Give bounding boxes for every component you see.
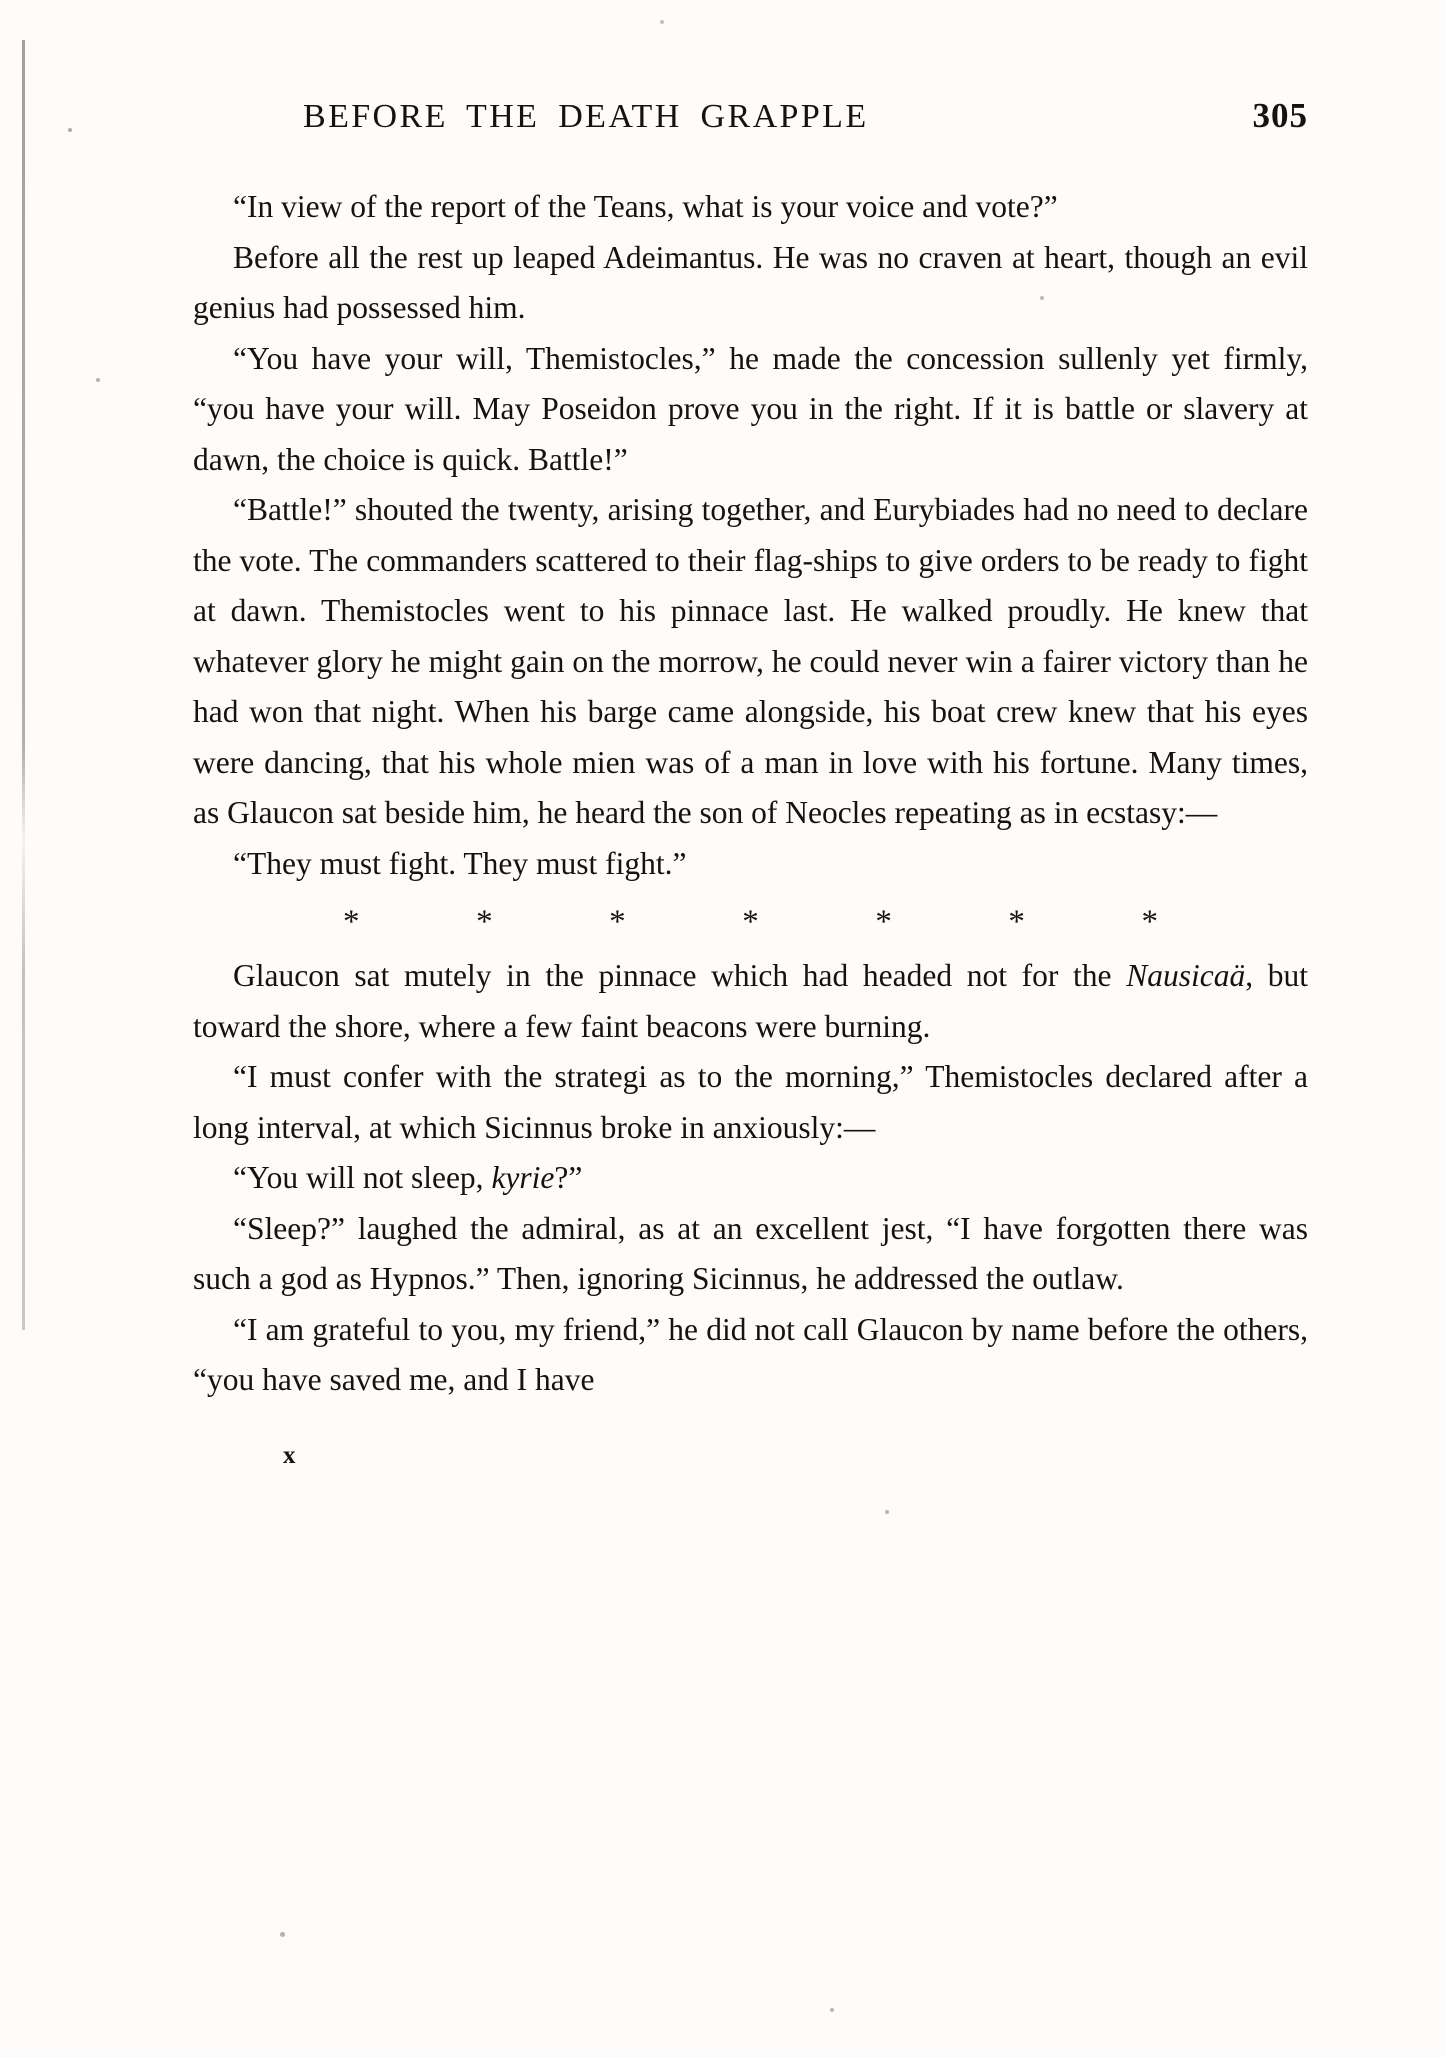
scan-speck: [660, 20, 664, 24]
body-paragraph: “In view of the report of the Teans, what is your voice and vote?”: [233, 189, 1058, 224]
body-paragraph: [193, 1153, 1308, 1204]
body-paragraph: “I must confer with the strategi as to the morning,” Themistocles declared after a long interval, at which Sicinnus broke in anxiously:—: [193, 1059, 1308, 1145]
body-paragraph: “They must fight. They must fight.”: [233, 845, 687, 881]
page-number: 305: [1252, 96, 1308, 135]
running-head: BEFORE THE DEATH GRAPPLE: [303, 98, 869, 135]
body-paragraph: [193, 951, 1308, 1052]
scan-speck: [96, 378, 100, 382]
scan-speck: [885, 1510, 889, 1514]
scene-break-asterisk: *: [609, 904, 626, 940]
scan-speck: [830, 2008, 834, 2012]
page-header: [193, 96, 1308, 136]
paragraph-text-part: “You will not sleep,: [233, 1160, 492, 1195]
scan-speck: [280, 1932, 285, 1937]
page-content: [193, 96, 1308, 1470]
paragraph-text-part: Glaucon sat mutely in the pinnace which had headed not for the: [233, 958, 1127, 993]
scan-speck: [68, 128, 72, 132]
scene-break-asterisk: *: [476, 904, 493, 940]
scan-edge-artifact: [22, 40, 25, 1330]
paragraph-text-part: ?”: [554, 1160, 583, 1195]
scene-break-asterisk: *: [875, 904, 892, 940]
scene-break-asterisk: *: [343, 904, 360, 940]
scene-break-asterisk: *: [1008, 904, 1025, 940]
paragraph-text-part: , but toward the shore, where a few faint beacons were burning.: [193, 958, 1308, 1044]
ship-name-italic: Nausicaä: [1126, 958, 1246, 993]
scene-break-asterisk: *: [742, 904, 759, 940]
body-paragraph: “Sleep?” laughed the admiral, as at an excellent jest, “I have forgotten there was such a god as Hypnos.” Then, ignoring Sicinnus, he addressed the outlaw.: [193, 1210, 1308, 1296]
body-paragraph: “You have your will, Themistocles,” he made the concession sullenly yet firmly, “you have your will. May Poseidon prove you in the right. If it is battle or slavery at dawn, the choice is quick. Battle!”: [193, 340, 1308, 477]
body-paragraph: Before all the rest up leaped Adeimantus. He was no craven at heart, though an evil genius had possessed him.: [193, 239, 1308, 325]
kyrie-italic: kyrie: [491, 1160, 555, 1195]
scene-break-asterisk: *: [1141, 904, 1158, 940]
signature-mark: x: [283, 1441, 297, 1469]
body-paragraph: “Battle!” shouted the twenty, arising together, and Eurybiades had no need to declare the vote. The commanders scattered to their flag-ships to give orders to be ready to fight at dawn. Themistocles went to his pinnace last. He walked proudly. He knew that whatever glory he might gain on the morrow, he could never win a fairer victory than he had won that night. When his barge came alongside, his boat crew knew that his eyes were dancing, that his whole mien was of a man in love with his fortune. Many times, as Glaucon sat beside him, he heard the son of Neocles repeating as in ecstasy:—: [193, 492, 1308, 830]
scene-break: [343, 899, 1158, 945]
body-paragraph: “I am grateful to you, my friend,” he did not call Glaucon by name before the others, “you have saved me, and I have: [193, 1311, 1308, 1397]
